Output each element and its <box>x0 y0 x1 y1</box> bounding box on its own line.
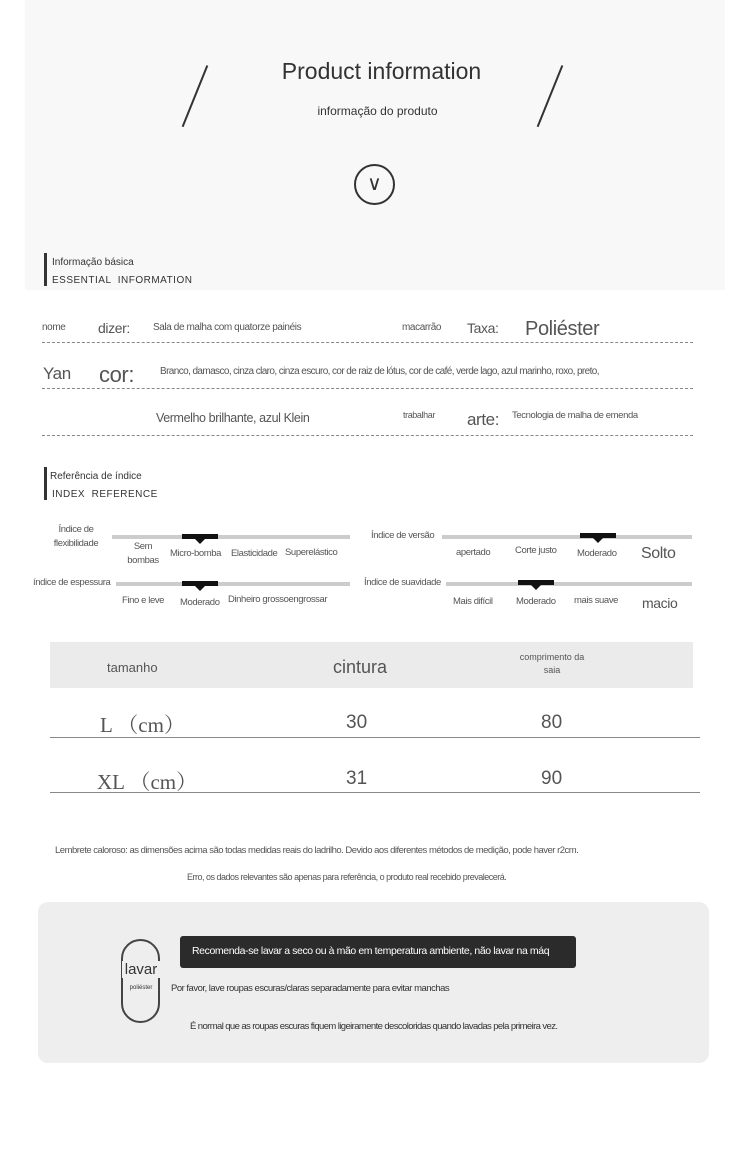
option-selected: Moderado <box>577 548 617 559</box>
index-label: Índice de versão <box>371 530 435 541</box>
label-small: Yan <box>43 364 71 383</box>
table-cell: 90 <box>541 768 563 789</box>
label: dizer: <box>98 320 130 336</box>
table-header: cintura <box>333 657 388 677</box>
care-banner-text: Recomenda-se lavar a seco ou à mão em temperatura ambiente, não lavar na máq <box>192 945 550 957</box>
option: Corte justo <box>515 545 557 556</box>
table-header: comprimento da saia <box>519 652 585 675</box>
label: arte: <box>467 410 500 429</box>
option: mais suave <box>574 595 619 606</box>
version-slider-track <box>442 535 692 539</box>
table-header: tamanho <box>107 660 158 675</box>
note-text: Erro, os dados relevantes são apenas para referência, o produto real recebido prevalecerá. <box>187 872 507 882</box>
divider <box>42 342 693 343</box>
wash-badge <box>121 939 160 1023</box>
option-selected: Moderado <box>516 596 556 607</box>
option: Sem bombas <box>127 541 159 566</box>
index-label: Índice de suavidade <box>364 577 441 588</box>
label: Taxa: <box>467 320 499 336</box>
row-divider <box>50 737 700 738</box>
version-marker <box>580 533 616 538</box>
care-banner <box>180 936 576 968</box>
option: Mais difícil <box>453 596 493 607</box>
label-small: macarrão <box>402 322 442 333</box>
section-title: Referência de índice <box>50 471 142 482</box>
fabric-value: Poliéster <box>525 318 600 340</box>
wash-badge-subtitle: poliéster <box>129 985 153 991</box>
label-small: nome <box>42 322 66 333</box>
option-selected: Moderado <box>180 597 220 608</box>
option-selected: Micro-bomba <box>170 548 222 559</box>
flex-slider-track <box>112 535 350 539</box>
table-cell: XL （cm） <box>97 770 198 794</box>
table-cell: L （cm） <box>100 713 185 737</box>
option: Superelástico <box>285 547 338 558</box>
color-value-cont: Vermelho brilhante, azul Klein <box>156 411 310 425</box>
wash-badge-title: lavar <box>122 961 160 978</box>
header-panel <box>25 0 725 290</box>
softness-slider-track <box>446 582 692 586</box>
chevron-down-circle-icon[interactable]: ∨ <box>354 164 395 205</box>
table-cell: 31 <box>346 768 368 789</box>
note-text: Lembrete caloroso: as dimensões acima são todas medidas reais do ladrilho. Devido aos diferentes métodos de medição, pode haver r2cm. <box>55 845 579 856</box>
option: macio <box>642 595 678 611</box>
index-label: Índice de flexibilidade <box>53 524 99 549</box>
option: Elasticidade <box>231 548 278 559</box>
section-subtitle: INDEX REFERENCE <box>52 489 158 500</box>
table-cell: 30 <box>346 712 368 733</box>
color-value: Branco, damasco, cinza claro, cinza escuro, cor de raiz de lótus, cor de café, verde lago, azul marinho, roxo, preto, <box>160 366 599 377</box>
label-small: trabalhar <box>403 410 435 420</box>
option: apertado <box>456 547 491 558</box>
section-subtitle: ESSENTIAL INFORMATION <box>52 275 193 286</box>
section-bar <box>44 253 47 286</box>
option: Solto <box>641 545 676 562</box>
section-bar <box>44 467 47 500</box>
name-value: Sala de malha com quatorze painéis <box>153 322 302 333</box>
index-label: índice de espessura <box>33 577 111 588</box>
label: cor: <box>99 362 135 387</box>
care-text: Por favor, lave roupas escuras/claras separadamente para evitar manchas <box>171 983 450 994</box>
option: Dinheiro grossoengrossar <box>228 594 328 605</box>
divider <box>42 388 693 389</box>
craft-value: Tecnologia de malha de emenda <box>512 410 638 421</box>
page-title: Product information <box>281 58 482 84</box>
flex-marker <box>182 534 218 539</box>
care-text: É normal que as roupas escuras fiquem ligeiramente descoloridas quando lavadas pela primeira vez. <box>190 1021 558 1032</box>
page-subtitle: informação do produto <box>317 104 438 118</box>
section-title: Informação básica <box>52 257 134 268</box>
softness-marker <box>518 580 554 585</box>
thickness-slider-track <box>116 582 350 586</box>
table-cell: 80 <box>541 712 563 733</box>
option: Fino e leve <box>122 595 165 606</box>
divider <box>42 435 693 436</box>
row-divider <box>50 792 700 793</box>
thickness-marker <box>182 581 218 586</box>
